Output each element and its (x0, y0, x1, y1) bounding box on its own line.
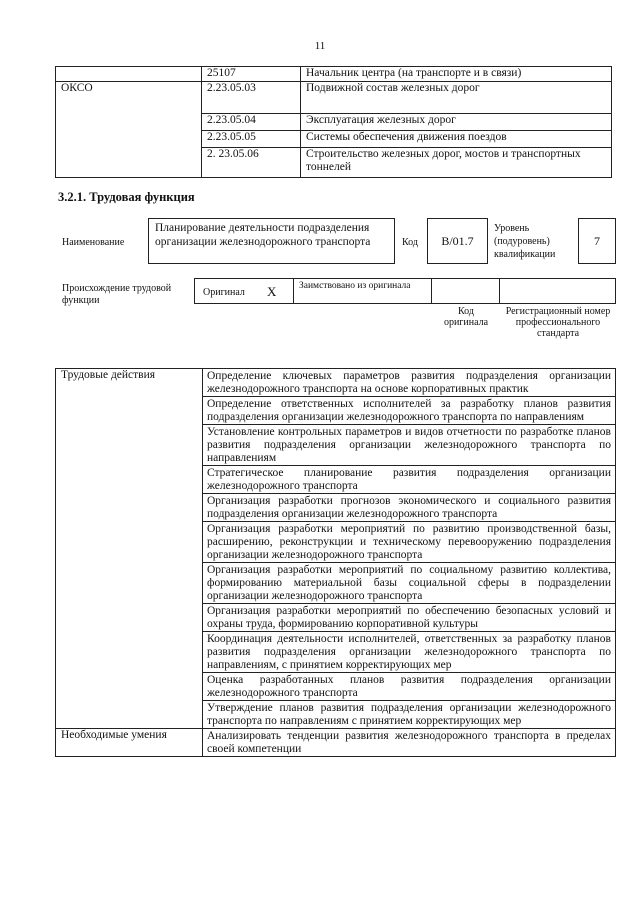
level-box (578, 218, 616, 264)
borrowed-box (293, 278, 432, 304)
labor-action: Организация разработки мероприятий по социальному развитию коллектива, формированию материальной базы социальной сферы в подразделении организации железнодорожного транспорта (203, 563, 616, 604)
section-title: 3.2.1. Трудовая функция (58, 190, 195, 204)
original-code-box (431, 278, 500, 304)
table-cell: 2.23.05.03 (202, 82, 301, 114)
labor-action: Организация разработки мероприятий по обеспечению безопасных условий и охраны труда, формированию корпоративной культуры (203, 604, 616, 632)
code-caption: Код оригинала (443, 306, 489, 328)
labor-actions-table (55, 368, 616, 757)
table-cell: 25107 (202, 67, 301, 82)
labor-actions-label: Трудовые действия (56, 369, 203, 729)
labor-action: Определение ответственных исполнителей за разработку планов развития подразделения организации железнодорожного транспорта по направлениям (203, 397, 616, 425)
labor-action: Стратегическое планирование развития подразделения организации железнодорожного транспорта (203, 466, 616, 494)
code-label: Код (402, 237, 418, 248)
skill-item: Анализировать тенденции развития железнодорожного транспорта в пределах своей компетенции (203, 729, 616, 757)
registration-caption: Регистрационный номер профессионального стандарта (505, 306, 611, 339)
table-cell: Системы обеспечения движения поездов (301, 131, 612, 148)
function-name-box (148, 218, 395, 264)
origin-label: Происхождение трудовой функции (62, 283, 172, 306)
code-box (427, 218, 488, 264)
table-row (56, 82, 612, 114)
table-cell: 2. 23.05.06 (202, 147, 301, 177)
function-name-value: Планирование деятельности подразделения организации железнодорожного транспорта (155, 222, 371, 248)
table-cell: Строительство железных дорог, мостов и транспортных тоннелей (301, 147, 612, 177)
original-mark: X (267, 284, 277, 299)
original-label: Оригинал (203, 287, 245, 298)
table-row (56, 729, 616, 757)
labor-action: Оценка разработанных планов развития подразделения организации железнодорожного транспорта (203, 673, 616, 701)
level-label: Уровень (подуровень) квалификации (494, 223, 556, 260)
table-cell: Начальник центра (на транспорте и в связи) (301, 67, 612, 82)
name-label: Наименование (62, 237, 125, 248)
okso-table (55, 66, 612, 178)
original-box (194, 278, 294, 304)
labor-action: Утверждение планов развития подразделения организации железнодорожного транспорта по направлениям с принятием корректирующих мер (203, 701, 616, 729)
code-value: B/01.7 (441, 234, 474, 248)
borrowed-label: Заимствовано из оригинала (299, 281, 411, 291)
table-row (56, 369, 616, 397)
level-value: 7 (594, 234, 600, 248)
page-number: 11 (314, 40, 326, 52)
labor-action: Организация разработки мероприятий по развитию производственной базы, расширению, реконструкции и техническому перевооружению подразделения организации железнодорожного транспорта (203, 522, 616, 563)
labor-action: Организация разработки прогнозов экономического и социального развития подразделения организации железнодорожного транспорта (203, 494, 616, 522)
labor-action: Определение ключевых параметров развития подразделения организации железнодорожного транспорта на основе корпоративных практик (203, 369, 616, 397)
labor-action: Координация деятельности исполнителей, ответственных за разработку планов развития подразделения организации железнодорожного транспорта по направлениям, с принятием корректирующих мер (203, 632, 616, 673)
table-cell: Подвижной состав железных дорог (301, 82, 612, 114)
skills-label: Необходимые умения (56, 729, 203, 757)
table-cell: 2.23.05.04 (202, 114, 301, 131)
table-row (56, 67, 612, 82)
table-cell (56, 67, 202, 82)
okso-label: ОКСО (56, 82, 202, 178)
registration-number-box (499, 278, 616, 304)
table-cell: 2.23.05.05 (202, 131, 301, 148)
labor-action: Установление контрольных параметров и видов отчетности по разработке планов развития подразделения организации железнодорожного транспорта по направлениям (203, 425, 616, 466)
table-cell: Эксплуатация железных дорог (301, 114, 612, 131)
